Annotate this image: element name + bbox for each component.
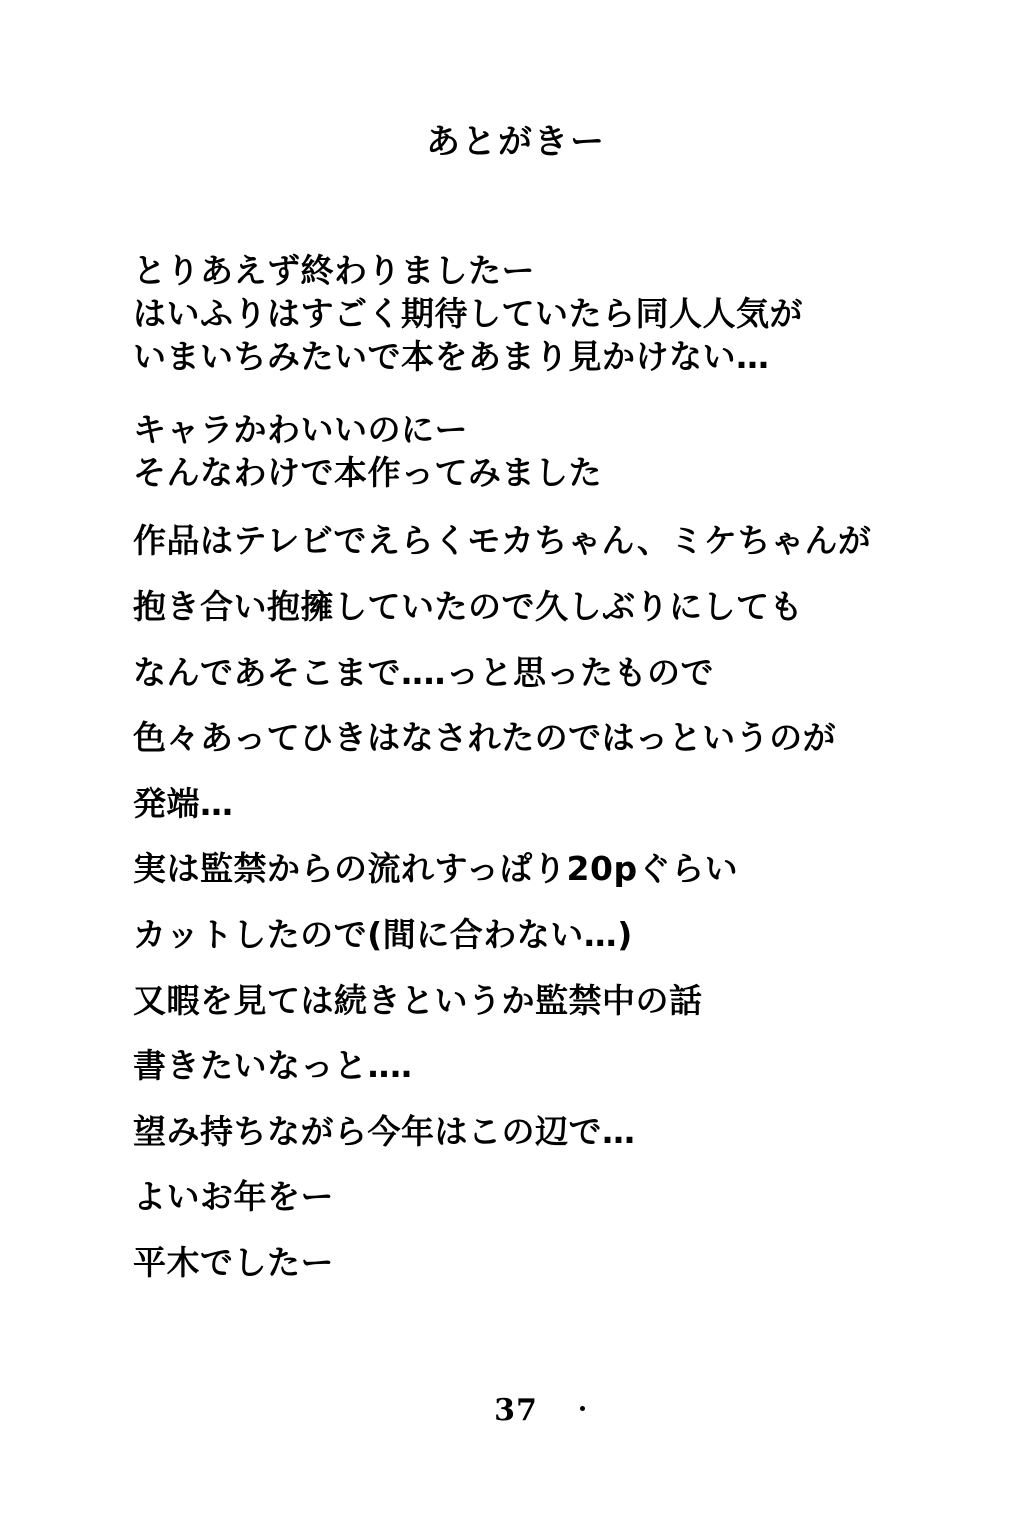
- text-line: カットしたので(間に合わない…): [133, 914, 633, 954]
- text-line: そんなわけで本作ってみました: [133, 452, 602, 492]
- text-line: 発端…: [133, 783, 234, 823]
- text-line: 又暇を見ては続きというか監禁中の話: [133, 980, 703, 1020]
- text-line: とりあえず終わりましたー: [133, 251, 535, 290]
- paragraph-spacer: [133, 494, 963, 520]
- page-title: あとがきー: [426, 122, 606, 162]
- print-dot-mark: [580, 1406, 585, 1411]
- text-line: はいふりはすごく期待していたら同人人気が: [133, 293, 803, 333]
- text-line: 作品はテレビでえらくモカちゃん、ミケちゃんが: [133, 521, 872, 561]
- afterword-body: [133, 250, 963, 1307]
- text-line: キャラかわいいのにー: [133, 409, 468, 449]
- paragraph-block-2: [133, 409, 963, 495]
- text-line: 抱き合い抱擁していたので久しぶりにしても: [133, 587, 803, 627]
- paragraph-spacer: [133, 379, 963, 409]
- page-number: 37: [494, 1393, 538, 1428]
- paragraph-block-1: [133, 250, 963, 379]
- text-line: いまいちみたいで本をあまり見かけない…: [133, 336, 770, 376]
- text-line: 実は監禁からの流れすっぱり20pぐらい: [133, 849, 739, 889]
- text-line: なんであそこまで‥‥っと思ったもので: [133, 652, 715, 692]
- text-line: 平木でしたー: [133, 1242, 334, 1282]
- paragraph-block-3: [133, 520, 963, 1283]
- text-line: よいお年をー: [133, 1177, 334, 1217]
- text-line: 書きたいなっと‥‥: [133, 1046, 413, 1086]
- text-line: 望み持ちながら今年はこの辺で…: [133, 1111, 636, 1151]
- text-line: 色々あってひきはなされたのではっというのが: [133, 718, 837, 758]
